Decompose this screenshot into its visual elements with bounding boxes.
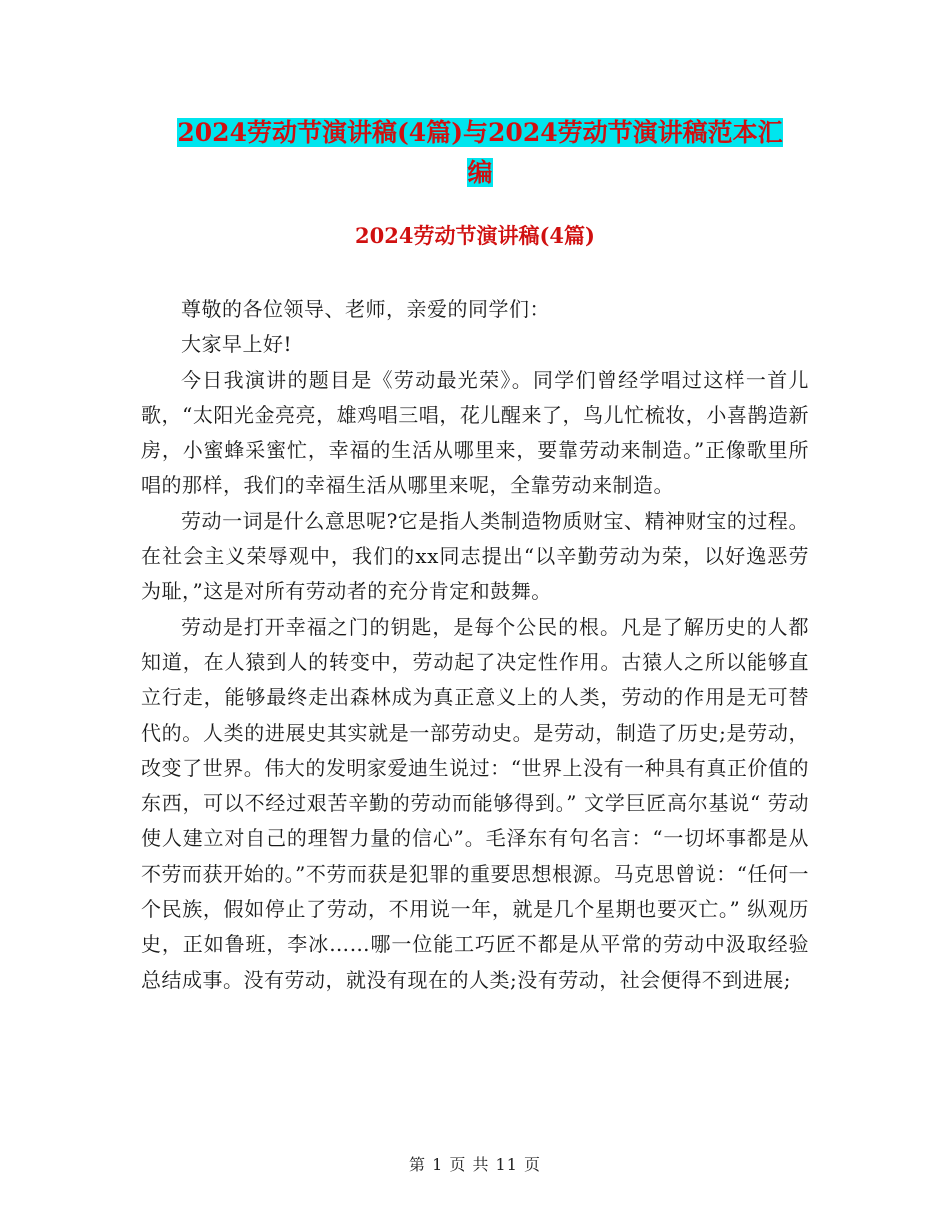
paragraph-greeting: 大家早上好! — [181, 332, 293, 357]
document-title — [140, 113, 820, 193]
page-number-footer: 第 1 页 共 11 页 — [409, 1155, 541, 1174]
paragraph: 劳动是打开幸福之门的钥匙，是每个公民的根。凡是了解历史的人都知道，在人猿到人的转变中，劳动起了决定性作用。古猿人之所以能够直立行走，能够最终走出森林成为真正意义上的人类，劳动的作用是无可替代的。人类的进展史其实就是一部劳动史。是劳动，制造了历史;是劳动，改变了世界。伟大的发明家爱迪生说过：“世界上没有一种具有真正价值的东西，可以不经过艰苦辛勤的劳动而能够得到。” 文学巨匠高尔基说“ 劳动使人建立对自己的理智力量的信心”。毛泽东有句名言：“一切坏事都是从不劳而获开始的。”不劳而获是犯罪的重要思想根源。马克思曾说：“任何一个民族，假如停止了劳动，不用说一年，就是几个星期也要灭亡。” 纵观历史，正如鲁班，李冰……哪一位能工巧匠不都是从平常的劳动中汲取经验总结成事。没有劳动，就没有现在的人类;没有劳动，社会便得不到进展; — [141, 614, 809, 992]
document-title-line-2: 编 — [467, 158, 493, 187]
paragraph: 今日我演讲的题目是《劳动最光荣》。同学们曾经学唱过这样一首儿歌，“太阳光金亮亮，雄鸡唱三唱，花儿醒来了，鸟儿忙梳妆，小喜鹊造新房，小蜜蜂采蜜忙，幸福的生活从哪里来，要靠劳动来制造。”正像歌里所唱的那样，我们的幸福生活从哪里来呢，全靠劳动来制造。 — [141, 367, 809, 498]
document-title-line-1: 2024劳动节演讲稿(4篇)与2024劳动节演讲稿范本汇 — [177, 118, 783, 147]
paragraph: 劳动一词是什么意思呢?它是指人类制造物质财宝、精神财宝的过程。在社会主义荣辱观中，我们的xx同志提出“以辛勤劳动为荣，以好逸恶劳为耻，”这是对所有劳动者的充分肯定和鼓舞。 — [141, 508, 809, 604]
paragraph-salutation: 尊敬的各位领导、老师，亲爱的同学们： — [181, 297, 550, 321]
section-title: 2024劳动节演讲稿(4篇) — [355, 223, 595, 248]
body-text — [141, 292, 809, 998]
